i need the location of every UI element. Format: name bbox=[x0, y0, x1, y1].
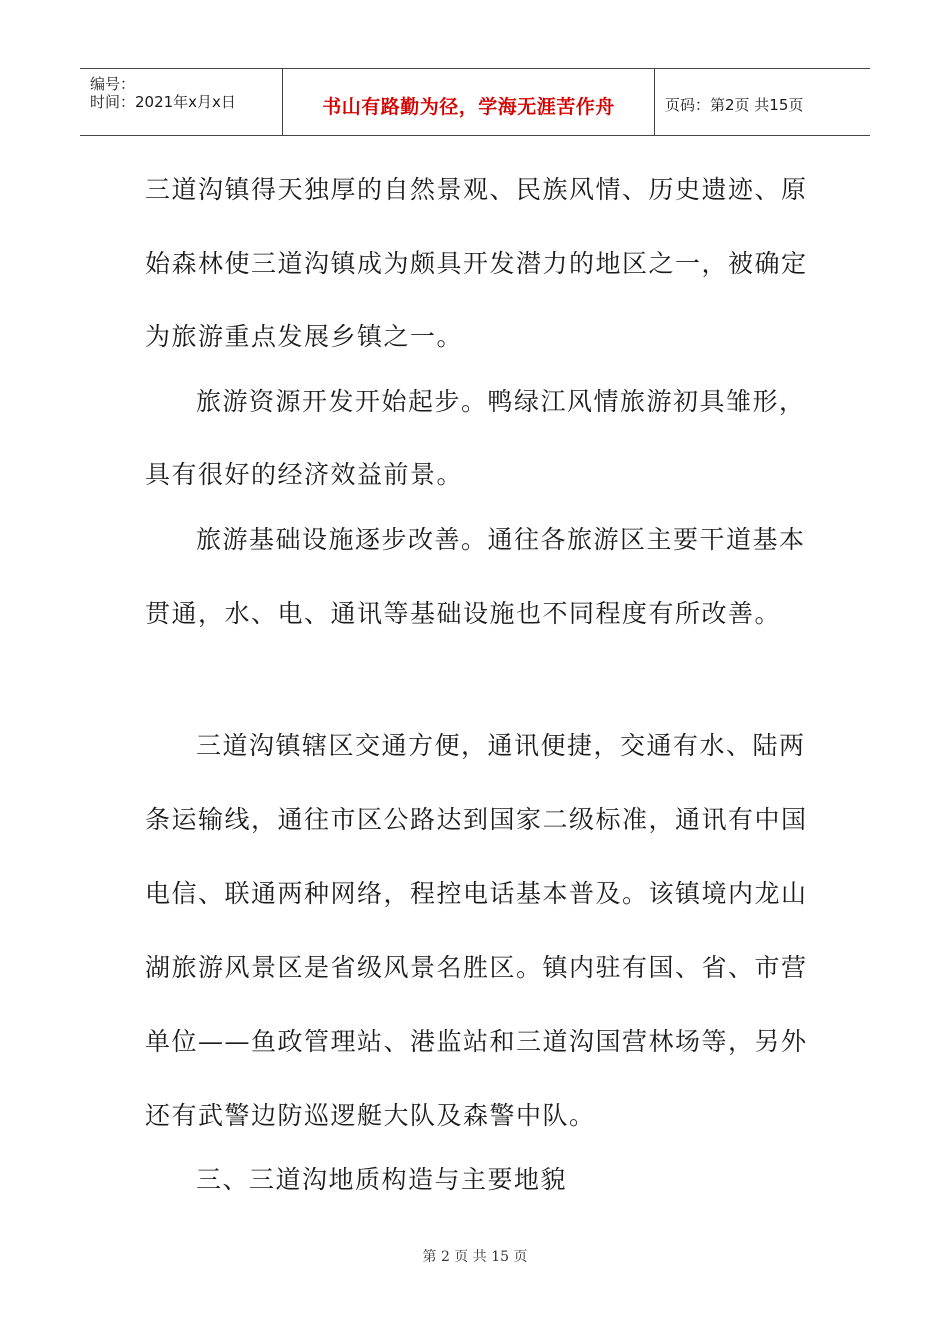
body-line: 三道沟镇得天独厚的自然景观、民族风情、历史遗迹、原 bbox=[145, 175, 808, 204]
body-line: 湖旅游风景区是省级风景名胜区。镇内驻有国、省、市营 bbox=[145, 953, 808, 982]
section-heading: 三、三道沟地质构造与主要地貌 bbox=[196, 1165, 568, 1194]
document-time-label: 时间：2021年x月x日 bbox=[90, 93, 236, 111]
body-line: 旅游基础设施逐步改善。通往各旅游区主要干道基本 bbox=[196, 525, 806, 554]
body-line: 电信、联通两种网络，程控电话基本普及。该镇境内龙山 bbox=[145, 879, 808, 908]
header-motto-cell bbox=[283, 69, 655, 135]
body-line: 具有很好的经济效益前景。 bbox=[145, 460, 464, 489]
body-line: 三道沟镇辖区交通方便，通讯便捷，交通有水、陆两 bbox=[196, 731, 806, 760]
body-line: 为旅游重点发展乡镇之一。 bbox=[145, 322, 464, 351]
body-line: 旅游资源开发开始起步。鸭绿江风情旅游初具雏形， bbox=[196, 387, 806, 416]
body-line: 始森林使三道沟镇成为颇具开发潜力的地区之一，被确定 bbox=[145, 249, 808, 278]
page-header bbox=[80, 68, 870, 136]
body-line: 还有武警边防巡逻艇大队及森警中队。 bbox=[145, 1101, 596, 1130]
header-page-cell bbox=[655, 69, 870, 135]
body-line: 条运输线，通往市区公路达到国家二级标准，通讯有中国 bbox=[145, 805, 808, 834]
header-motto: 书山有路勤为径，学海无涯苦作舟 bbox=[322, 96, 615, 118]
header-meta-cell bbox=[80, 69, 283, 135]
body-line: 贯通，水、电、通讯等基础设施也不同程度有所改善。 bbox=[145, 599, 782, 628]
document-number-label: 编号： bbox=[90, 75, 136, 93]
page-footer: 第 2 页 共 15 页 bbox=[422, 1249, 528, 1265]
body-line: 单位——鱼政管理站、港监站和三道沟国营林场等，另外 bbox=[145, 1027, 808, 1056]
header-page-label: 页码：第2页 共15页 bbox=[665, 96, 804, 114]
